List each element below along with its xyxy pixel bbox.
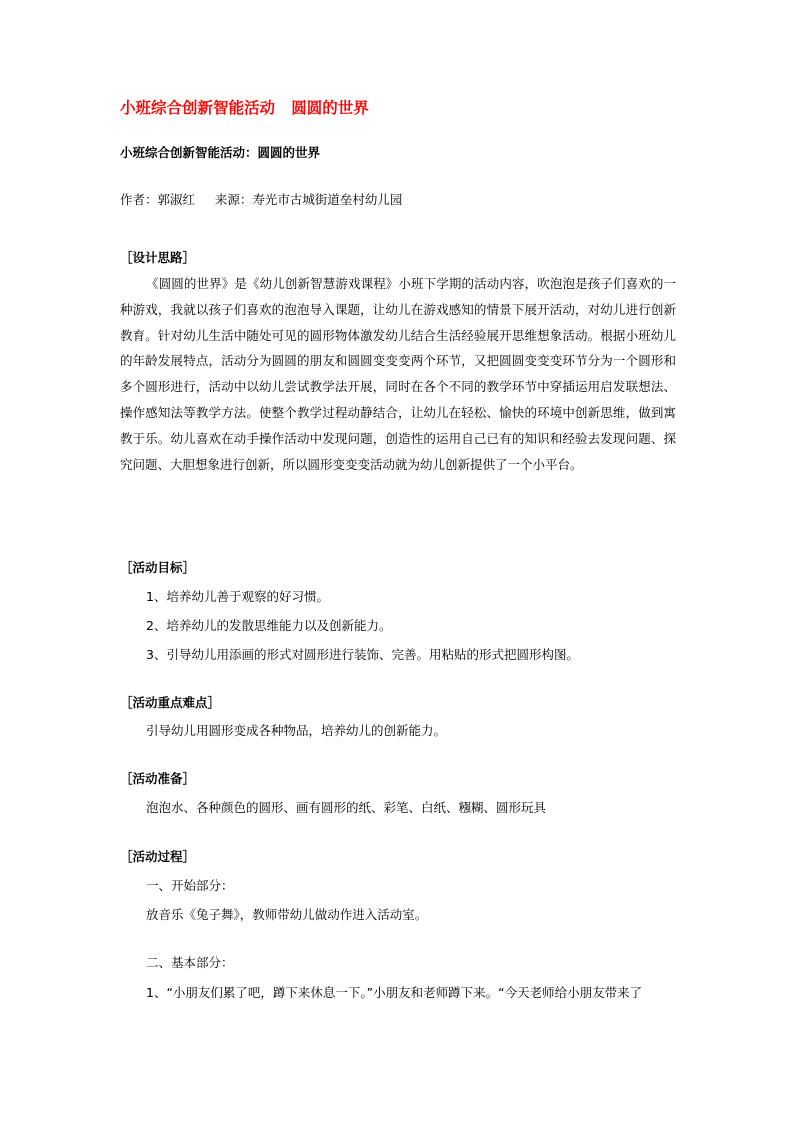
process-part1-text: 放音乐《兔子舞》，教师带幼儿做动作进入活动室。 xyxy=(146,907,428,922)
goal-item-2: 2、培养幼儿的发散思维能力以及创新能力。 xyxy=(146,618,392,633)
preparation-text: 泡泡水、各种颜色的圆形、画有圆形的纸、彩笔、白纸、糨糊、圆形玩具 xyxy=(146,800,547,815)
author-source-line: 作者：郭淑红 来源：寿光市古城街道垒村幼儿园 xyxy=(120,192,403,207)
section-heading-design: ［设计思路］ xyxy=(120,250,196,265)
process-part2-heading: 二、基本部分： xyxy=(146,955,234,970)
process-part1-heading: 一、开始部分： xyxy=(146,878,234,893)
section-heading-process: ［活动过程］ xyxy=(120,849,196,864)
goal-item-1: 1、培养幼儿善于观察的好习惯。 xyxy=(146,589,329,604)
section-heading-goals: ［活动目标］ xyxy=(120,560,196,575)
process-part2-item1: 1、“小朋友们累了吧，蹲下来休息一下。”小朋友和老师蹲下来。“今天老师给小朋友带来了 xyxy=(146,985,643,1000)
key-points-text: 引导幼儿用圆形变成各种物品，培养幼儿的创新能力。 xyxy=(146,723,447,738)
section-heading-preparation: ［活动准备］ xyxy=(120,771,196,786)
goal-item-3: 3、引导幼儿用添画的形式对圆形进行装饰、完善。用粘贴的形式把圆形构图。 xyxy=(146,647,579,662)
document-subtitle: 小班综合创新智能活动：圆圆的世界 xyxy=(120,145,321,160)
section-heading-key-points: ［活动重点难点］ xyxy=(120,695,221,710)
document-title: 小班综合创新智能活动 圆圆的世界 xyxy=(120,98,369,117)
design-paragraph: 《圆圆的世界》是《幼儿创新智慧游戏课程》小班下学期的活动内容，吹泡泡是孩子们喜欢的一种游戏，我就以孩子们喜欢的泡泡导入课题，让幼儿在游戏感知的情景下展开活动，对幼儿进行创新教育。针对幼儿生活中随处可见的圆形物体激发幼儿结合生活经验展开思维想象活动。根据小班幼儿的年龄发展特点，活动分为圆圆的朋友和圆圆变变变两个环节，又把圆圆变变变环节分为一个圆形和多个圆形进行，活动中以幼儿尝试教学法开展，同时在各个不同的教学环节中穿插运用启发联想法、操作感知法等教学方法。使整个教学过程动静结合，让幼儿在轻松、愉快的环境中创新思维，做到寓教于乐。幼儿喜欢在动手操作活动中发现问题，创造性的运用自己已有的知识和经验去发现问题、探究问题、大胆想象进行创新，所以圆形变变变活动就为幼儿创新提供了一个小平台。 xyxy=(120,276,676,472)
